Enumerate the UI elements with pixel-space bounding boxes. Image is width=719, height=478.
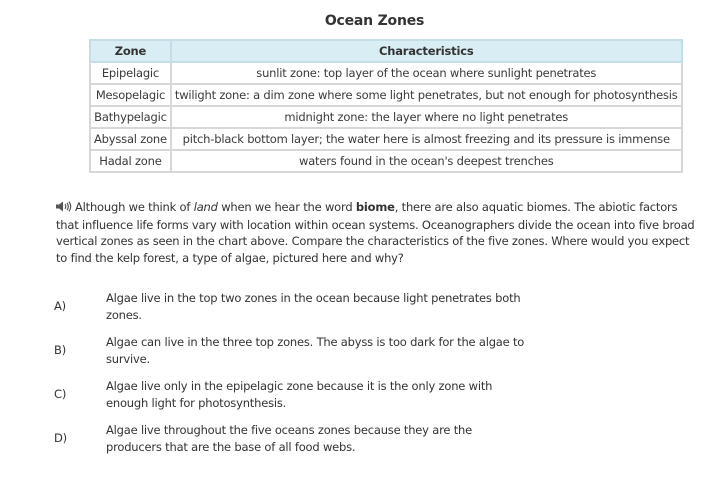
passage-text-1: Although we think of	[75, 200, 194, 214]
choice-letter: B)	[54, 343, 66, 357]
characteristics-cell: pitch-black bottom layer; the water here is almost freezing and its pressure is immense	[171, 128, 682, 150]
passage-italic-land: land	[193, 200, 218, 214]
passage-bold-biome: biome	[355, 200, 395, 214]
table-row	[90, 84, 682, 106]
choice-text: Algae live only in the epipelagic zone because it is the only zone with enough light for photosynthesis.	[106, 379, 493, 410]
choice-letter: D)	[54, 431, 67, 445]
choice-letter: C)	[54, 387, 67, 401]
table-row	[90, 128, 682, 150]
table-row	[90, 106, 682, 128]
characteristics-cell: sunlit zone: top layer of the ocean where sunlight penetrates	[171, 62, 682, 84]
passage-text-3: , there are also aquatic biomes. The abiotic factors that influence life forms vary with location within ocean systems. Oceanographers divide the ocean into five broad vertical zones as seen in the chart above. Compare the characteristics of the five zones. Where would you expect to find the kelp forest, a type of algae, pictured here and why?	[56, 200, 695, 265]
zone-cell: Abyssal zone	[90, 128, 171, 150]
choice-text: Algae live in the top two zones in the ocean because light penetrates both zones.	[106, 291, 521, 322]
zone-cell: Bathypelagic	[90, 106, 171, 128]
zone-cell: Hadal zone	[90, 150, 171, 172]
ocean-zones-table	[89, 39, 683, 173]
table-row	[90, 150, 682, 172]
characteristics-cell: waters found in the ocean's deepest trenches	[171, 150, 682, 172]
table-header-row	[90, 40, 682, 62]
choice-text: Algae live throughout the five oceans zones because they are the producers that are the base of all food webs.	[106, 423, 472, 454]
header-characteristics: Characteristics	[171, 40, 682, 62]
speaker-icon[interactable]	[56, 200, 72, 217]
characteristics-cell: midnight zone: the layer where no light penetrates	[171, 106, 682, 128]
header-zone: Zone	[90, 40, 171, 62]
zone-cell: Epipelagic	[90, 62, 171, 84]
choice-letter: A)	[54, 299, 66, 313]
question-passage	[56, 199, 696, 266]
passage-text-2: when we hear the word	[217, 200, 356, 214]
choice-text: Algae can live in the three top zones. The abyss is too dark for the algae to survive.	[106, 335, 525, 366]
table-row	[90, 62, 682, 84]
zone-cell: Mesopelagic	[90, 84, 171, 106]
page-title: Ocean Zones	[324, 13, 425, 29]
characteristics-cell: twilight zone: a dim zone where some light penetrates, but not enough for photosynthesis	[171, 84, 682, 106]
